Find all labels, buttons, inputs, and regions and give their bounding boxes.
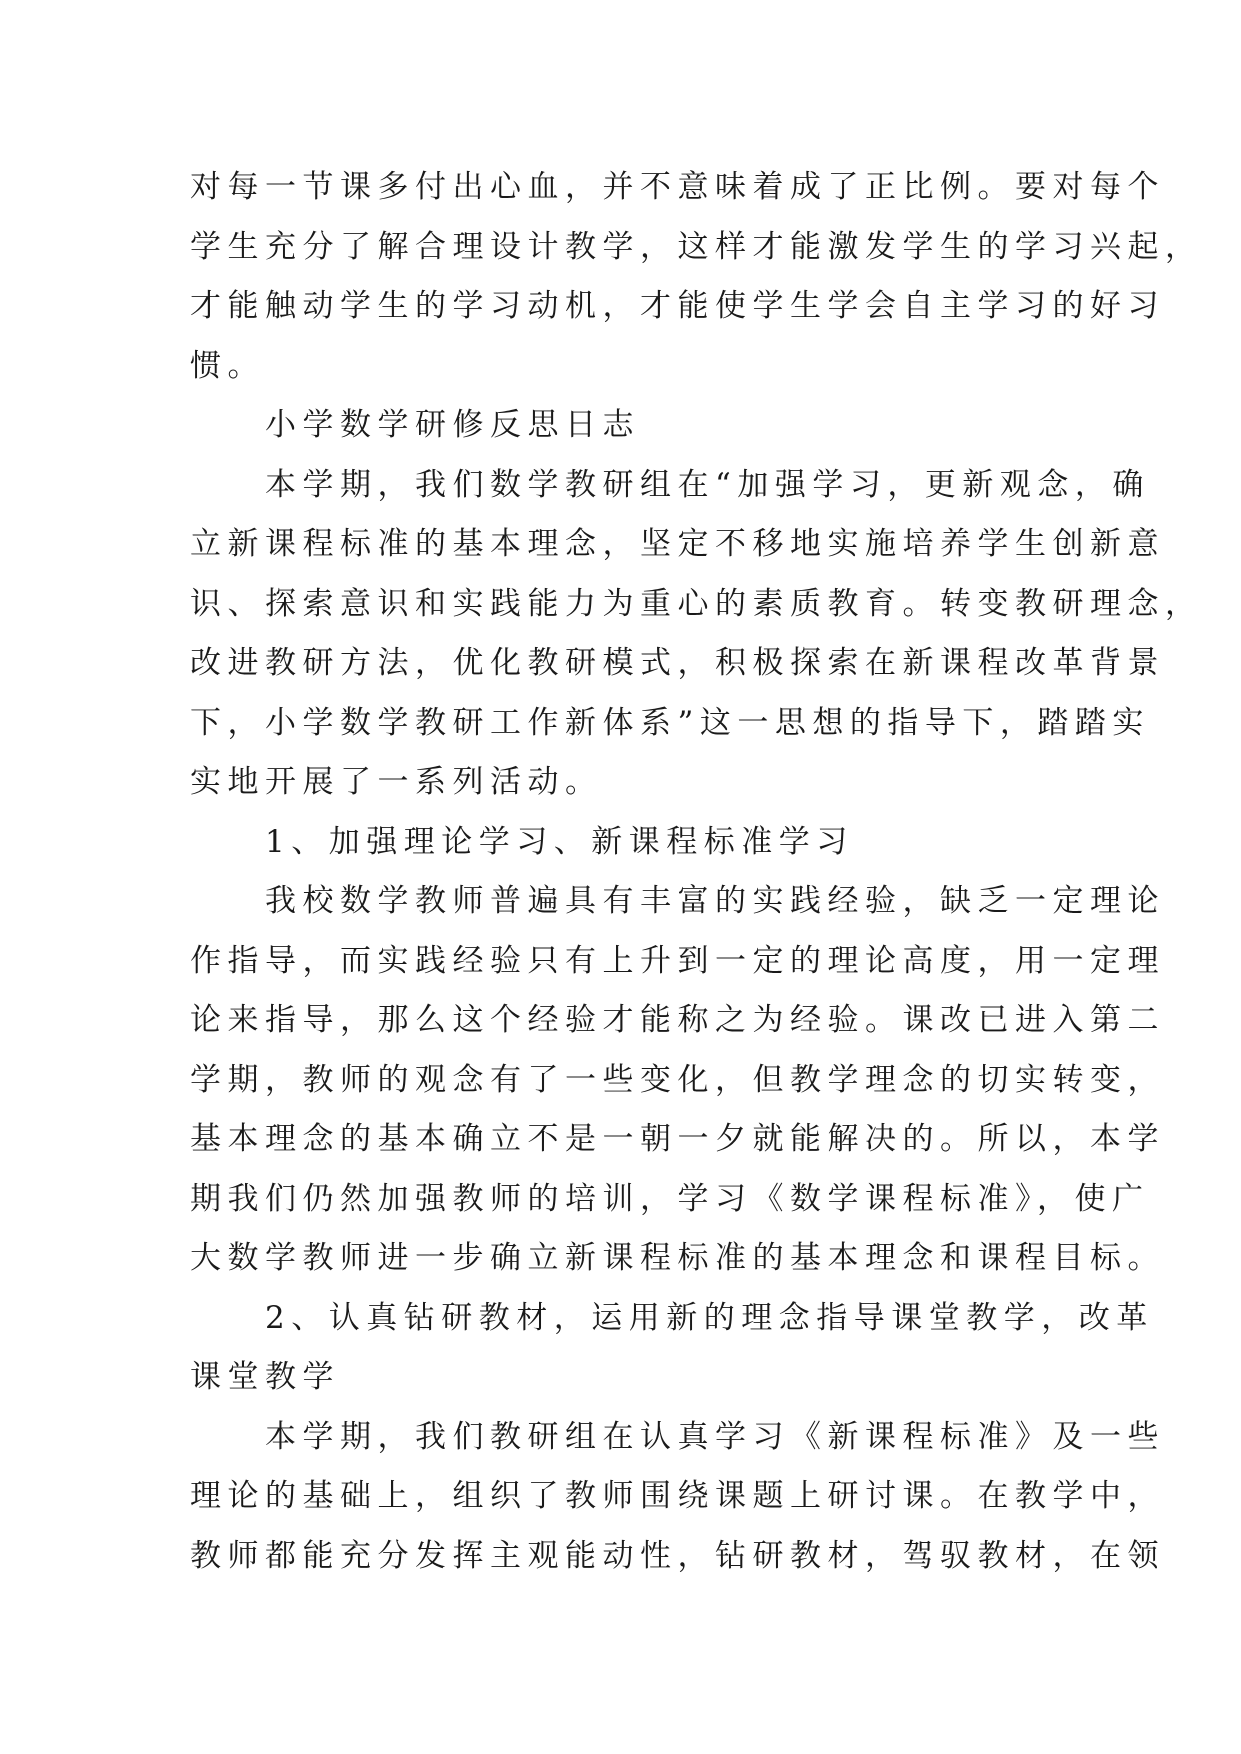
section-heading: 1、加强理论学习、新课程标准学习 [190, 823, 854, 860]
text-line: 我校数学教师普遍具有丰富的实践经验，缺乏一定理论 [190, 883, 1165, 919]
text-line: 大数学教师进一步确立新课程标准的基本理念和课程目标。 [190, 1240, 1165, 1276]
text-line: 学期，教师的观念有了一些变化，但教学理念的切实转变， [190, 1061, 1165, 1098]
document-body [190, 158, 1203, 1586]
text-line: 基本理念的基本确立不是一朝一夕就能解决的。所以，本学 [190, 1121, 1165, 1157]
text-line: 识、探索意识和实践能力为重心的素质教育。转变教研理念， [190, 585, 1203, 622]
text-line: 学生充分了解合理设计教学，这样才能激发学生的学习兴起， [190, 228, 1203, 265]
text-line: 下，小学数学教研工作新体系”这一思想的指导下，踏踏实 [190, 704, 1150, 741]
text-line: 论来指导，那么这个经验才能称之为经验。课改已进入第二 [190, 1002, 1165, 1038]
text-line: 作指导，而实践经验只有上升到一定的理论高度，用一定理 [190, 942, 1165, 979]
text-line: 实地开展了一系列活动。 [190, 764, 603, 800]
text-line: 教师都能充分发挥主观能动性，钻研教材，驾驭教材，在领 [190, 1537, 1165, 1574]
text-line: 才能触动学生的学习动机，才能使学生学会自主学习的好习 [190, 288, 1165, 324]
text-line: 立新课程标准的基本理念，坚定不移地实施培养学生创新意 [190, 526, 1165, 562]
text-line: 课堂教学 [190, 1359, 340, 1395]
text-line: 期我们仍然加强教师的培训，学习《数学课程标准》，使广 [190, 1180, 1150, 1217]
text-line: 惯。 [190, 347, 265, 384]
text-line: 对每一节课多付出心血，并不意味着成了正比例。要对每个 [190, 169, 1165, 205]
text-line: 理论的基础上，组织了教师围绕课题上研讨课。在教学中， [190, 1478, 1165, 1514]
section-heading: 2、认真钻研教材，运用新的理念指导课堂教学，改革 [190, 1299, 1154, 1336]
text-line: 本学期，我们数学教研组在“加强学习，更新观念，确 [190, 466, 1150, 503]
text-line: 改进教研方法，优化教研模式，积极探索在新课程改革背景 [190, 645, 1165, 681]
text-line: 本学期，我们教研组在认真学习《新课程标准》及一些 [190, 1418, 1165, 1455]
section-title: 小学数学研修反思日志 [190, 407, 640, 443]
